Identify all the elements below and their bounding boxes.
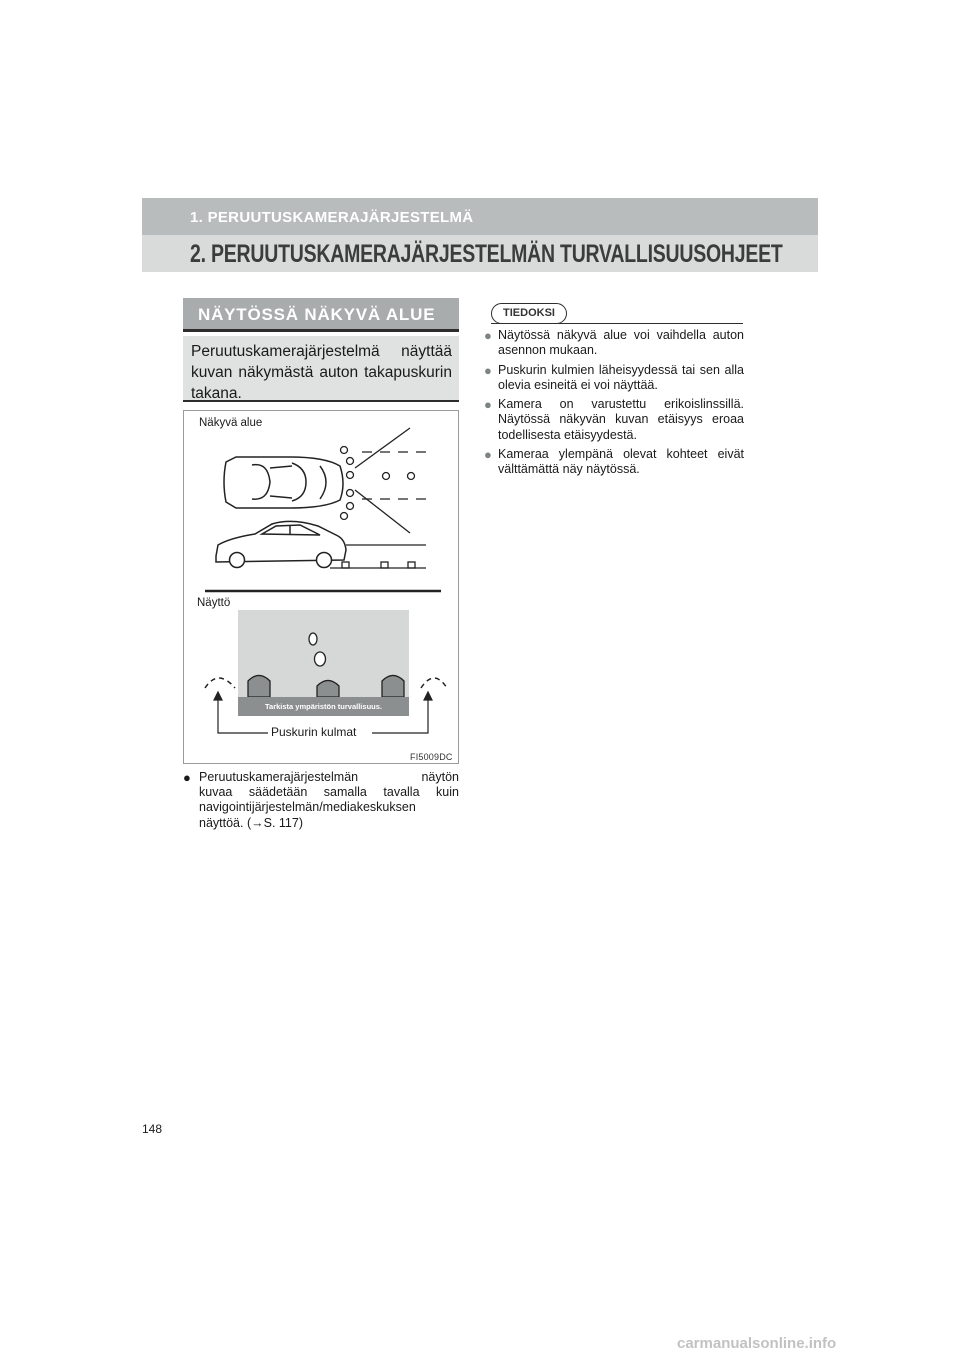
note-label: TIEDOKSI xyxy=(491,303,567,324)
bullet-paragraph xyxy=(183,770,459,831)
page-number: 148 xyxy=(142,1122,163,1136)
figure-label-screen: Näyttö xyxy=(197,597,231,609)
section-intro: Peruutuskamerajärjestelmä näyttää kuvan näkymästä auton takapuskurin takana. xyxy=(183,336,459,402)
page-title: 2. PERUUTUSKAMERAJÄRJESTELMÄN TURVALLISUUSOHJEET xyxy=(190,240,783,268)
note-item: ● Puskurin kulmien läheisyydessä tai sen alla olevia esineitä ei voi näyttää. xyxy=(484,362,744,392)
bullet-line-3: navigointijärjestelmän/mediakeskuksen xyxy=(199,800,416,815)
note-item: ● Kamera on varustettu erikoislinssillä. Näytössä näkyvän kuvan etäisyys eroaa todellisesta etäisyydestä. xyxy=(484,397,744,442)
figure-label-visible-area: Näkyvä alue xyxy=(199,417,263,429)
obstacle-icons xyxy=(309,633,326,666)
note-item: ● Näytössä näkyvä alue voi vaihdella auton asennon mukaan. xyxy=(484,328,744,358)
note-rule xyxy=(491,323,743,324)
bullet-line-2: kuvaa säädetään samalla tavalla kuin xyxy=(199,785,459,800)
section-heading: NÄYTÖSSÄ NÄKYVÄ ALUE xyxy=(183,298,459,332)
note-list xyxy=(484,328,744,482)
arrow-icon: → xyxy=(251,815,264,830)
bullet-icon: ● xyxy=(183,770,191,785)
footer-watermark: carmanualsonline.info xyxy=(677,1335,837,1352)
bumper-corner-posts xyxy=(248,676,404,698)
bullet-line-1: Peruutuskamerajärjestelmän näytön xyxy=(199,770,459,784)
bullet-line-4: näyttöä. (→S. 117) xyxy=(199,815,303,830)
figure-label-bumper-corners: Puskurin kulmat xyxy=(271,725,357,739)
bullet-icon: ● xyxy=(484,447,492,463)
screen-caption-bar: Tarkista ympäristön turvallisuus. xyxy=(238,697,409,716)
bullet-icon: ● xyxy=(484,328,492,343)
bullet-icon: ● xyxy=(484,362,492,378)
chapter-title: 1. PERUUTUSKAMERAJÄRJESTELMÄ xyxy=(190,209,474,226)
note-item: ● Kameraa ylempänä olevat kohteet eivät välttämättä näy näytössä. xyxy=(484,447,744,477)
figure-code: FI5009DC xyxy=(410,752,453,762)
bullet-icon: ● xyxy=(484,397,492,413)
